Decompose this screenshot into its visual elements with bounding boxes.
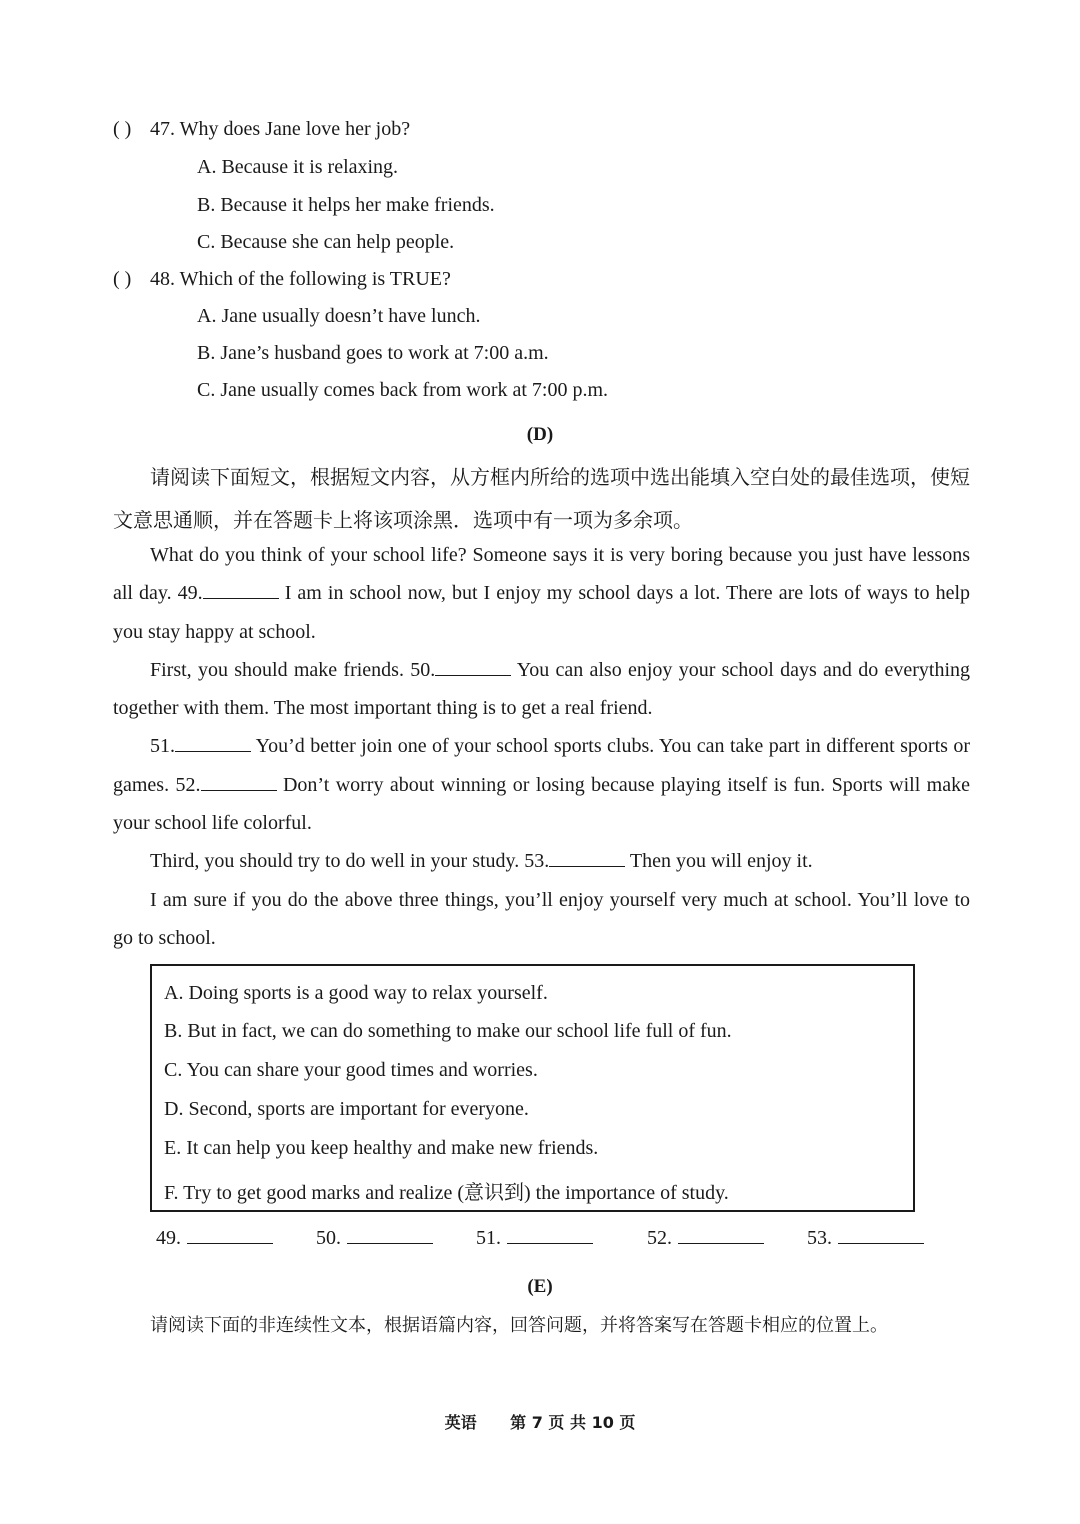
choices-box bbox=[150, 964, 915, 1212]
choice-f: F. Try to get good marks and realize (意识到) the importance of study. bbox=[164, 1182, 729, 1204]
answer-slot-52[interactable] bbox=[647, 1225, 764, 1250]
passage-text: What do you think of your school life? Someone says it is very boring because you just have lessons all day. bbox=[113, 544, 970, 605]
passage-text: You’d better join one of your school sports clubs. You can take part in different sports or games. bbox=[113, 735, 970, 796]
passage-text: Then you will enjoy it. bbox=[625, 850, 813, 873]
footer-subject: 英语 bbox=[444, 1413, 477, 1432]
choice-c: C. You can share your good times and worries. bbox=[164, 1059, 538, 1081]
answer-slot-51[interactable] bbox=[476, 1225, 593, 1250]
answer-label: 53. bbox=[807, 1227, 832, 1249]
blank-49 bbox=[203, 582, 279, 599]
passage-text: Don’t worry about winning or losing because playing itself is fun. Sports will make your school life colorful. bbox=[113, 773, 970, 835]
answer-label: 51. bbox=[476, 1227, 501, 1249]
blank-number-51: 51. bbox=[150, 735, 175, 758]
answer-line[interactable] bbox=[507, 1225, 593, 1244]
question-47-option-b: B. Because it helps her make friends. bbox=[197, 194, 495, 216]
blank-number-52: 52. bbox=[175, 773, 201, 796]
page-footer bbox=[0, 1410, 1080, 1433]
section-e-instruction: 请阅读下面的非连续性文本，根据语篇内容，回答问题，并将答案写在答题卡相应的位置上。 bbox=[150, 1315, 888, 1336]
passage-paragraph-3 bbox=[113, 727, 970, 842]
passage-paragraph-2 bbox=[113, 651, 970, 728]
passage-text: Third, you should try to do well in your study. bbox=[150, 850, 525, 873]
passage-text: First, you should make friends. bbox=[150, 658, 411, 681]
footer-page-number: 第 7 页 共 10 页 bbox=[510, 1413, 636, 1432]
answer-label: 49. bbox=[156, 1227, 181, 1249]
choice-e: E. It can help you keep healthy and make new friends. bbox=[164, 1137, 599, 1159]
blank-53 bbox=[549, 850, 625, 867]
answer-paren-48: ( ) bbox=[113, 268, 132, 290]
passage-paragraph-5 bbox=[113, 881, 970, 958]
section-d-instruction-wrap bbox=[113, 456, 970, 542]
question-48-option-a: A. Jane usually doesn’t have lunch. bbox=[197, 305, 481, 327]
answer-slot-49[interactable] bbox=[156, 1225, 273, 1250]
choice-b: B. But in fact, we can do something to make our school life full of fun. bbox=[164, 1020, 732, 1042]
passage-text: I am in school now, but I enjoy my school days a lot. There are lots of ways to help you stay happy at school. bbox=[113, 582, 971, 643]
answer-line[interactable] bbox=[187, 1225, 273, 1244]
answer-label: 50. bbox=[316, 1227, 341, 1249]
section-e-heading: (E) bbox=[527, 1276, 553, 1297]
answer-slot-50[interactable] bbox=[316, 1225, 433, 1250]
choice-d: D. Second, sports are important for everyone. bbox=[164, 1098, 529, 1120]
question-47-stem: 47. Why does Jane love her job? bbox=[150, 118, 411, 140]
blank-number-53: 53. bbox=[524, 850, 550, 873]
blank-number-50: 50. bbox=[410, 658, 436, 681]
question-47-option-c: C. Because she can help people. bbox=[197, 231, 455, 253]
passage-paragraph-1 bbox=[113, 536, 970, 651]
answer-line[interactable] bbox=[678, 1225, 764, 1244]
question-48-stem: 48. Which of the following is TRUE? bbox=[150, 268, 451, 290]
answer-line[interactable] bbox=[838, 1225, 924, 1244]
question-48-option-c: C. Jane usually comes back from work at 7:00 p.m. bbox=[197, 379, 609, 401]
section-d-instruction: 请阅读下面短文，根据短文内容，从方框内所给的选项中选出能填入空白处的最佳选项，使短文意思通顺，并在答题卡上将该项涂黑．选项中有一项为多余项。 bbox=[113, 465, 970, 532]
answer-label: 52. bbox=[647, 1227, 672, 1249]
answer-line[interactable] bbox=[347, 1225, 433, 1244]
question-48-option-b: B. Jane’s husband goes to work at 7:00 a.m. bbox=[197, 342, 549, 364]
blank-51 bbox=[175, 735, 251, 752]
passage-paragraph-4 bbox=[113, 842, 970, 880]
question-47-option-a: A. Because it is relaxing. bbox=[197, 156, 399, 178]
passage-d bbox=[113, 536, 970, 957]
answer-paren-47: ( ) bbox=[113, 118, 132, 140]
blank-50 bbox=[435, 659, 511, 676]
choice-a: A. Doing sports is a good way to relax yourself. bbox=[164, 982, 548, 1004]
answer-slot-53[interactable] bbox=[807, 1225, 924, 1250]
section-d-heading: (D) bbox=[526, 424, 554, 445]
blank-number-49: 49. bbox=[177, 582, 203, 605]
passage-text: I am sure if you do the above three things, you’ll enjoy yourself very much at school. You’ll love to go to school. bbox=[113, 888, 970, 949]
passage-text: You can also enjoy your school days and do everything together with them. The most important thing is to get a real friend. bbox=[113, 658, 970, 720]
blank-52 bbox=[201, 774, 277, 791]
